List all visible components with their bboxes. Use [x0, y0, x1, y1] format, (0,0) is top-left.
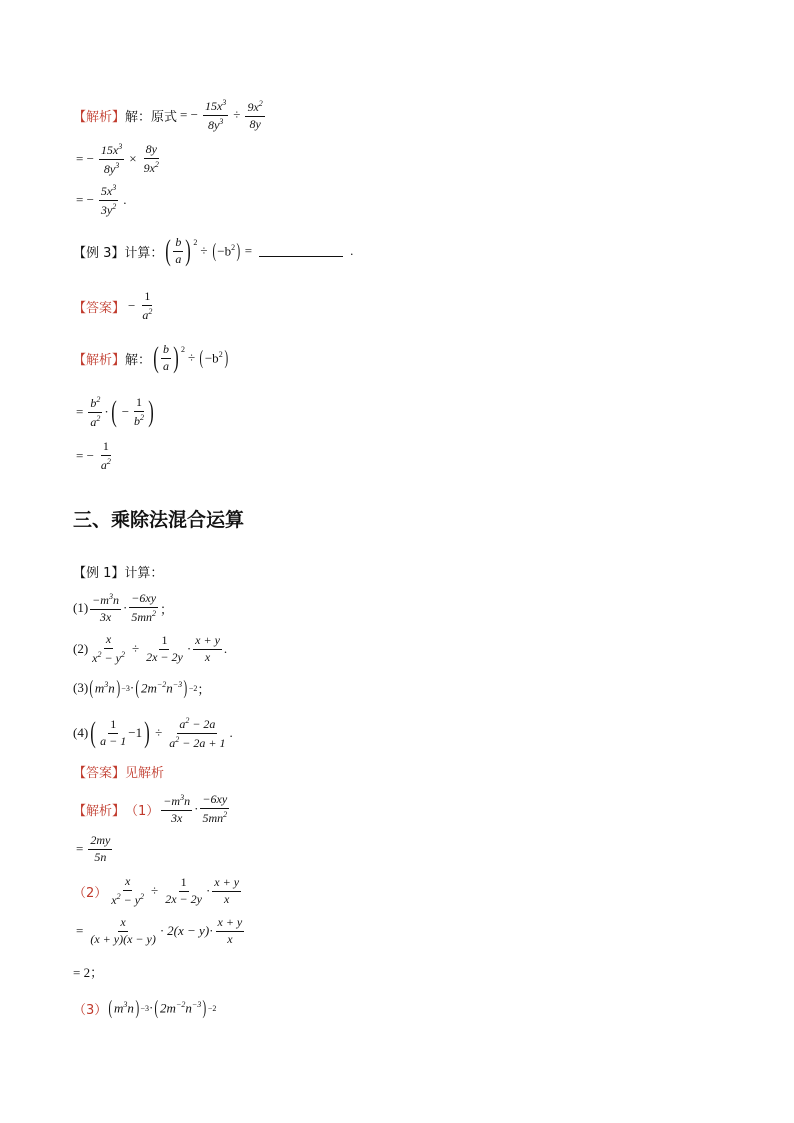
math-step: = − $\frac{5x^3}{3y^2}$ .: [76, 183, 127, 217]
example-3-tag: 【例 3】: [73, 245, 125, 261]
answer-label: 【答案】: [73, 300, 126, 316]
solution-2-line: （2） $\frac{x}{x^2 - y^2}$ ÷ $\frac{1}{2x - 2y}$ · $\frac{x + y}{x}$: [73, 874, 240, 907]
fraction: $\frac{9x^2}{8y}$: [247, 99, 263, 131]
item-number: (1): [73, 600, 89, 616]
analysis-line-3: 【解析】 （1） $\frac{-m^3n}{3x}$ · $\frac{-6xy}{5mn^2}$: [73, 792, 228, 825]
math-step: = − $\frac{1}{a^2}$: [76, 439, 111, 472]
problem-item-1: (1) $\frac{-m^3n}{3x}$ · $\frac{-6xy}{5mn^2}$ ；: [73, 591, 174, 624]
math-step: = $\frac{b^2}{a^2}$ · ( − $\frac{1}{b^2}$ ): [76, 395, 154, 429]
item-number: (3): [73, 680, 89, 695]
see-analysis-text: 见解析: [125, 766, 165, 781]
math-step: [73, 962, 103, 981]
answer-blank: [259, 246, 343, 257]
solution-3-line: （3） ( $m^3n$ ) −3 · ( $2m^{-2}n^{-3}$ ) −2: [73, 997, 217, 1019]
analysis-line-2: 【解析】 解： ( $\frac{b}{a}$ ) 2 ÷ ( $-b^2$ ): [73, 341, 228, 375]
item-number: (2): [73, 641, 89, 657]
math-step: = $\frac{x}{(x + y)(x - y)}$ · 2(x − y) · $\frac{x + y}{x}$: [76, 915, 243, 946]
step-number: （3）: [73, 1002, 108, 1018]
analysis-label: 【解析】: [73, 803, 126, 819]
problem-item-4: (4) ( $\frac{1}{a - 1}$ −1 ) ÷ $\frac{a^2 - 2a}{a^2 - 2a + 1}$ .: [73, 716, 233, 750]
solve-prefix: 解：: [125, 109, 152, 125]
example-3-prompt: 计算：: [124, 245, 164, 261]
problem-item-2: (2) $\frac{x}{x^2 - y^2}$ ÷ $\frac{1}{2x - 2y}$ · $\frac{x + y}{x}$ .: [73, 632, 228, 665]
solve-prefix: 解：: [125, 352, 152, 368]
answer-line: 【答案】 − $\frac{1}{a^2}$: [73, 289, 153, 322]
step-number: （2）: [73, 885, 108, 901]
analysis-label: 【解析】: [73, 352, 126, 368]
example-3-line: 【例 3】 计算： ( $\frac{b}{a}$ ) 2 ÷ ( $-b^2$ ) = .: [73, 234, 354, 268]
analysis-line-1: 【解析】 解： 原式 = − $\frac{15x^3}{8y^3}$ ÷ $\frac{9x^2}{8y}$: [73, 98, 263, 132]
problem-item-3: (3) ( $m^3n$ ) −3 · ( $2m^{-2}n^{-3}$ ) −2 ；: [73, 677, 211, 699]
example-1-tag: 【例 1】: [73, 566, 125, 581]
analysis-label: 【解析】: [73, 109, 126, 125]
answer-line-2: [73, 762, 164, 781]
example-1-line: [73, 562, 163, 581]
math-step: = − $\frac{15x^3}{8y^3}$ × $\frac{8y}{9x^2}$: [76, 142, 159, 176]
item-number: (4): [73, 725, 89, 741]
step-number: （1）: [125, 803, 160, 819]
math-step: = $\frac{2my}{5n}$: [76, 833, 111, 864]
fraction: $\frac{15x^3}{8y^3}$: [204, 98, 227, 132]
example-1-prompt: 计算：: [124, 566, 164, 581]
section-heading: 三、乘除法混合运算: [73, 509, 245, 531]
result-text: = 2；: [73, 965, 104, 980]
answer-label: 【答案】: [73, 766, 126, 781]
original-expression-label: 原式: [151, 109, 178, 125]
